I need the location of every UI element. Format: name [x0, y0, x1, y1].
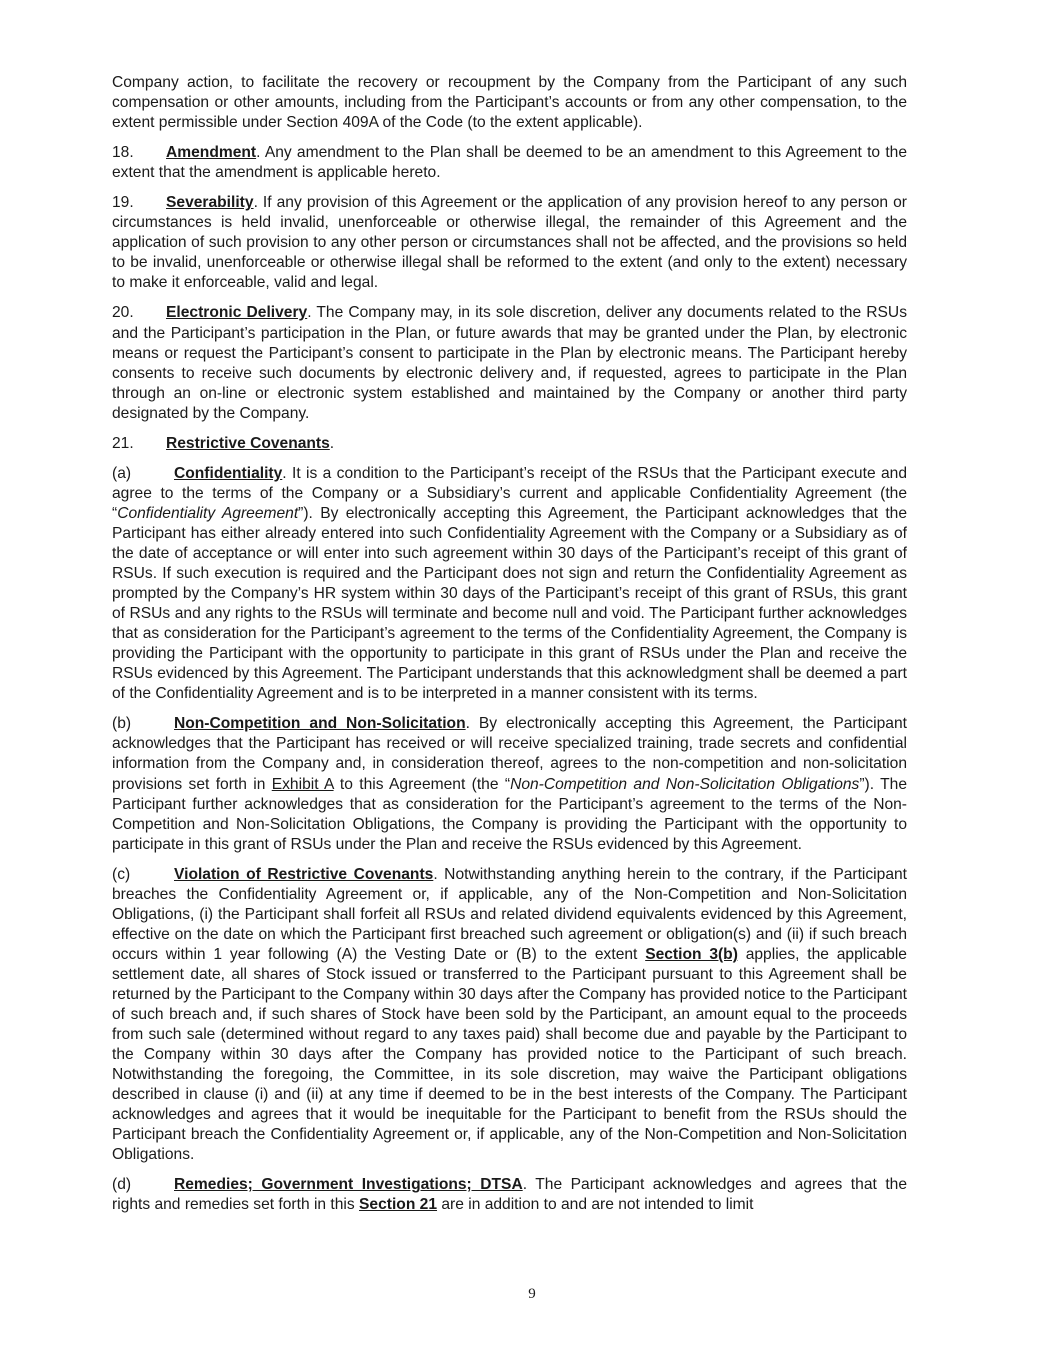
subsection-text: are in addition to and are not intended to limit: [437, 1196, 754, 1214]
section-reference: Section 3(b): [645, 945, 738, 963]
section-heading: Amendment: [166, 144, 257, 162]
subsection-text: applies, the applicable settlement date, all shares of Stock issued or transferred to the Participant pursuant to this Agreement shall be returned by the Participant to the Company within 30 days after the Company has provided notice to the Participant of such breach and, if such shares of Stock have been sold by the Participant, an amount equal to the proceeds from such sale (determined without regard to any taxes paid) shall become due and payable by the Participant to the Company within 30 days after the Company has provided notice to the Participant of such breach. Notwithstanding the foregoing, the Committee, in its sole discretion, may waive the Participant obligations described in clause (i) and (ii) at any time if deemed to be in the best interests of the Company. The Participant acknowledges and agrees that it would be inequitable for the Participant to benefit from the RSUs should the Participant breach the Confidentiality Agreement or, if applicable, any of the Non-Competition and Non-Solicitation Obligations.: [112, 945, 907, 1164]
subsection-label: (d): [112, 1176, 132, 1194]
section-number: 19.: [112, 194, 134, 212]
section-number: 18.: [112, 144, 134, 162]
subsection-text: . The Participant acknowledges and agrees that the rights and remedies set forth in this: [112, 1176, 907, 1214]
paragraph-text: Company action, to facilitate the recovery or recoupment by the Company from the Participant of any such compensation or other amounts, including from the Participant’s accounts or from any other compensation, to the extent permissible under Section 409A of the Code (to the extent applicable).: [112, 74, 907, 132]
subsection-21b-non-competition: [112, 714, 907, 854]
subsection-text: to this Agreement (the “: [333, 775, 511, 793]
exhibit-reference: Exhibit A: [271, 775, 334, 793]
subsection-21d-remedies: [112, 1175, 907, 1215]
section-text: .: [329, 434, 335, 452]
section-20-electronic-delivery: [112, 303, 907, 423]
defined-term: Non-Competition and Non-Solicitation Obligations: [510, 775, 860, 793]
section-text: . Any amendment to the Plan shall be deemed to be an amendment to this Agreement to the extent that the amendment is applicable hereto.: [112, 144, 907, 182]
continued-paragraph: [112, 73, 907, 133]
subsection-heading: Confidentiality: [174, 464, 283, 482]
subsection-21a-confidentiality: [112, 464, 907, 705]
section-reference: Section 21: [359, 1196, 438, 1214]
section-text: . If any provision of this Agreement or the application of any provision hereof to any person or circumstances is held invalid, unenforceable or otherwise illegal, the remainder of this Agreement and the application of such provision to any other person or circumstances shall not be affected, and the provisions so held to be invalid, unenforceable or otherwise illegal shall be reformed to the extent (and only to the extent) necessary to make it enforceable, valid and legal.: [112, 194, 907, 292]
subsection-text: . It is a condition to the Participant’s receipt of the RSUs that the Participant execute and agree to the terms of the Company or a Subsidiary’s current and applicable Confidentiality Agreement (the “: [112, 464, 907, 522]
page-number: 9: [528, 1286, 536, 1302]
section-heading: Electronic Delivery: [166, 304, 308, 322]
subsection-label: (a): [112, 464, 132, 482]
section-heading: Severability: [166, 194, 254, 212]
subsection-text: . Notwithstanding anything herein to the contrary, if the Participant breaches the Confidentiality Agreement or, if applicable, any of the Non-Competition and Non-Solicitation Obligations, (i) the Participant shall forfeit all RSUs and related dividend equivalents evidenced by this Agreement, effective on the date on which the Participant first breached such agreement or obligation(s) and (ii) if such breach occurs within 1 year following (A) the Vesting Date or (B) to the extent: [112, 865, 907, 963]
subsection-heading: Remedies; Government Investigations; DTSA: [174, 1176, 523, 1194]
subsection-text: ”). The Participant further acknowledges that as consideration for the Participant’s agreement to the terms of the Non-Competition and Non-Solicitation Obligations, the Company is providing the Participant with the opportunity to participate in this grant of RSUs under the Plan and receive the RSUs evidenced by this Agreement.: [112, 775, 908, 853]
subsection-heading: Non-Competition and Non-Solicitation: [174, 715, 466, 733]
subsection-21c-violation: [112, 865, 907, 1166]
subsection-label: (c): [112, 865, 131, 883]
section-21-restrictive-covenants: [112, 434, 907, 454]
section-number: 20.: [112, 304, 134, 322]
subsection-text: . By electronically accepting this Agreement, the Participant acknowledges that the Participant has received or will receive specialized training, trade secrets and confidential information from the Company and, in consideration thereof, agrees to the non-competition and non-solicitation provisions set forth in: [112, 715, 907, 793]
subsection-text: ”). By electronically accepting this Agreement, the Participant acknowledges that the Participant has either already entered into such Confidentiality Agreement with the Company or a Subsidiary as of the date of acceptance or will enter into such agreement within 30 days of the Participant’s receipt of this grant of RSUs. If such execution is required and the Participant does not sign and return the Confidentiality Agreement as prompted by the Company’s HR system within 30 days of the Participant’s receipt of this grant of RSUs, this grant of RSUs and any rights to the RSUs will terminate and become null and void. The Participant further acknowledges that as consideration for the Participant’s agreement to the terms of the Confidentiality Agreement, the Company is providing the Participant with the opportunity to participate in this grant of RSUs under the Plan and receive the RSUs evidenced by this Agreement. The Participant understands that this acknowledgment shall be deemed a part of the Confidentiality Agreement and is to be interpreted in a manner consistent with its terms.: [112, 504, 907, 703]
section-text: . The Company may, in its sole discretion, deliver any documents related to the RSUs and the Participant’s participation in the Plan, or future awards that may be granted under the Plan, by electronic means or request the Participant’s consent to participate in the Plan by electronic means. The Participant hereby consents to receive such documents by electronic delivery and, if requested, agrees to participate in the Plan through an on-line or electronic system established and maintained by the Company or another third party designated by the Company.: [112, 304, 907, 422]
defined-term: Confidentiality Agreement: [117, 504, 299, 522]
document-body: [112, 73, 907, 1225]
section-19-severability: [112, 193, 907, 293]
subsection-label: (b): [112, 715, 132, 733]
section-number: 21.: [112, 434, 134, 452]
section-18-amendment: [112, 143, 907, 183]
subsection-heading: Violation of Restrictive Covenants: [174, 865, 434, 883]
section-heading: Restrictive Covenants: [166, 434, 330, 452]
